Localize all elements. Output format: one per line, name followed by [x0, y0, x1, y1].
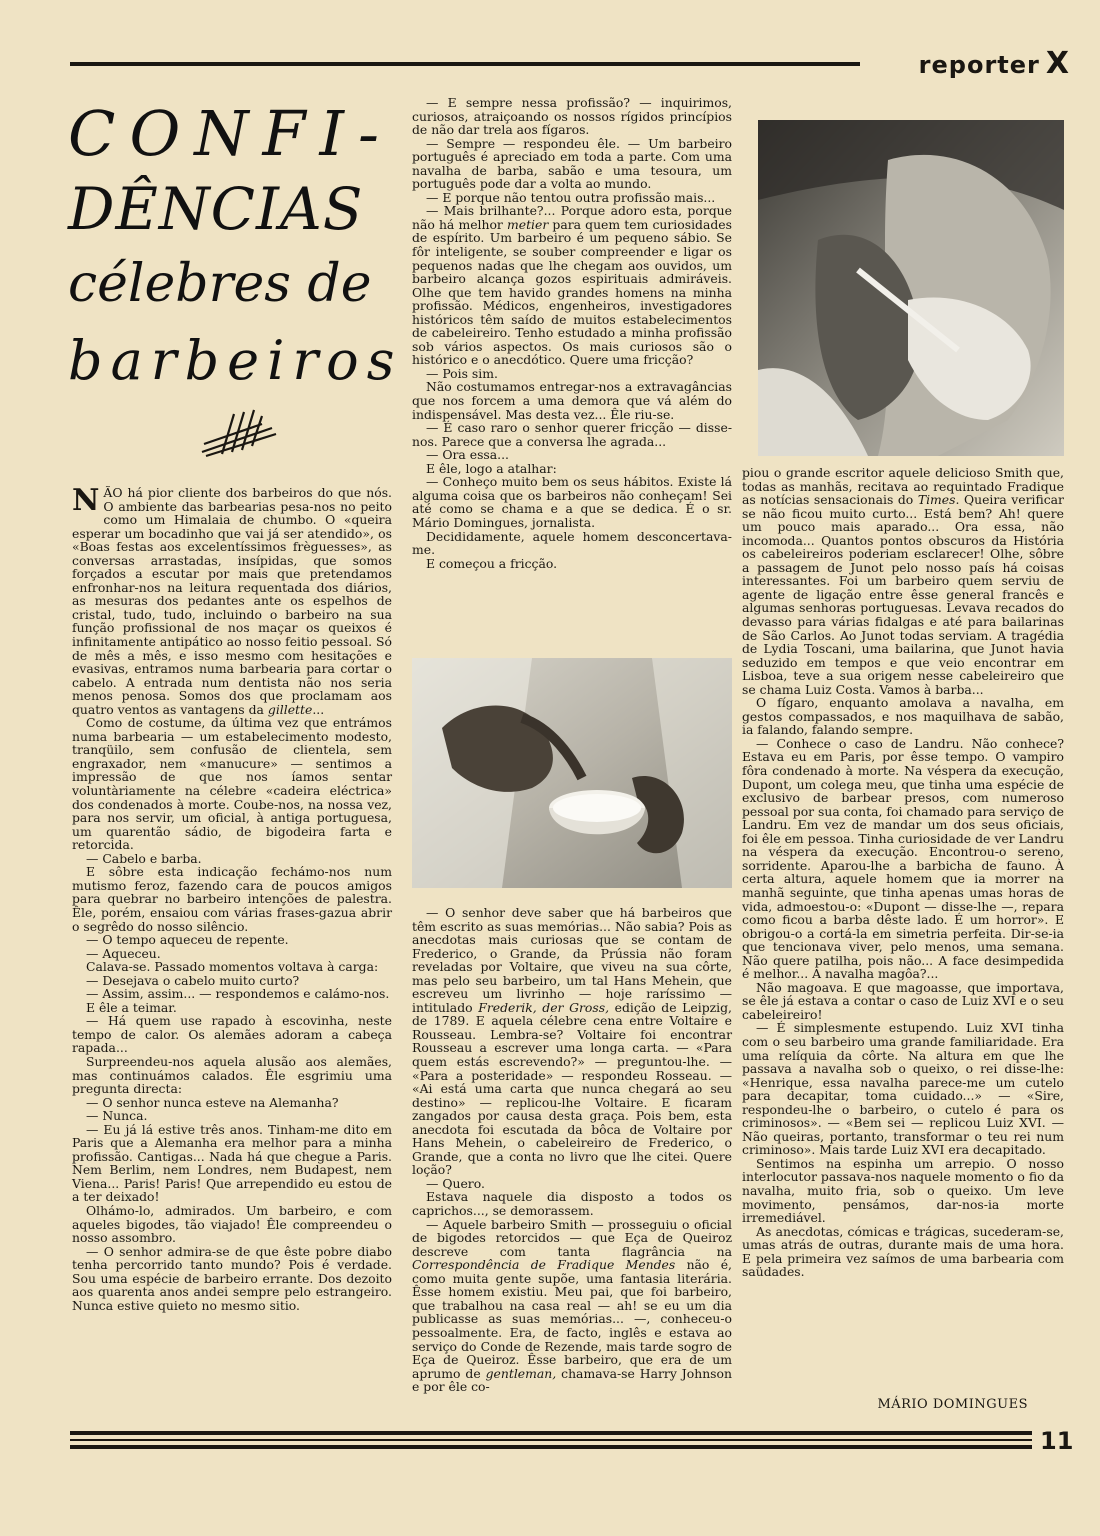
photo-shaving-face [758, 120, 1064, 456]
column-2-top [412, 96, 732, 570]
paragraph: Como de costume, da última vez que entrámos numa barbearia — um estabelecimento modesto, tranqüilo, sem confusão de clientela, sem engraxador, nem «manucure» — sentimos a impressão de que nos íamos sentar voluntàriamente na célebre «cadeira eléctrica» dos condenados à morte. Coube-nos, na nossa vez, para nos servir, um oficial, à antiga portuguesa, um quarentão sádio, de bigodeira farta e retorcida. [72, 715, 392, 853]
paragraph: — Aqueceu. [86, 945, 161, 961]
paragraph: — Assim, assim... — respondemos e calámo-nos. [86, 986, 390, 1002]
paragraph: — Conheço muito bem os seus hábitos. Existe lá alguma coisa que os barbeiros não conheçam! Sei até como se chama e a que se dedica. É o sr. Mário Domingues, jornalista. [412, 474, 732, 530]
paragraph: — O tempo aqueceu de repente. [86, 932, 289, 948]
paragraph: — Pois sim. [426, 365, 498, 381]
magazine-brand [870, 46, 1070, 81]
paragraph: — Desejava o cabelo muito curto? [86, 972, 300, 988]
paragraph: — Nunca. [86, 1108, 148, 1124]
paragraph: — O senhor nunca esteve na Alemanha? [86, 1094, 339, 1110]
paragraph: E sôbre esta indicação fechámo-nos num mutismo feroz, fazendo cara de poucos amigos para quebrar no barbeiro intenções de palestra. Êle, porém, ensaiou com várias frases-gazua abrir o segrêdo do nosso silêncio. [72, 864, 392, 934]
paragraph: E êle, logo a atalhar: [426, 460, 557, 476]
paragraph: — O senhor admira-se de que êste pobre diabo tenha percorrido tanto mundo? Pois é verdade. Sou uma espécie de barbeiro errante. Dos dezoito aos quarenta anos andei sempre pelo estrangeiro. Nunca estive quieto no mesmo sitio. [72, 1243, 392, 1313]
shaving-bowl-photo-icon [412, 658, 732, 888]
hatch-ornament-icon [200, 408, 280, 458]
paragraph: Surpreendeu-nos aquela alusão aos alemães, mas continuámos calados. Êle esgrimiu uma pregunta directa: [72, 1053, 392, 1097]
paragraph: Decididamente, aquele homem desconcertava-me. [412, 528, 732, 558]
author-signature: MÁRIO DOMINGUES [877, 1397, 1028, 1412]
paragraph: — Aquele barbeiro Smith — prosseguiu o oficial de bigodes retorcidos — que Eça de Queiroz descreve com tanta flagrância na Correspondência de Fradique Mendes não é, como muita gente supõe, uma fantasia literária. Êsse homem existiu. Meu pai, que foi barbeiro, que trabalhou na casa real — ah! se eu um dia publicasse as suas memórias... —, conheceu-o pessoalmente. Era, de facto, inglês e estava ao serviço do Conde de Rezende, mais tarde sogro de Eça de Queiroz. Êsse barbeiro, que era de um aprumo de gentleman, chamava-se Harry Johnson e por êle co- [412, 1216, 732, 1395]
column-2-bottom [412, 906, 732, 1394]
title-line-2: DÊNCIAS [68, 175, 364, 243]
paragraph: — Quero. [426, 1175, 485, 1191]
paragraph: Sentimos na espinha um arrepio. O nosso interlocutor passava-nos naquele momento o fio da navalha, muito fria, sob o queixo. Um leve movimento, pensámos, dar-nos-ia morte irremediável. [742, 1155, 1064, 1226]
paragraph: O fígaro, enquanto amolava a navalha, em gestos compassados, e nos maquilhava de sabão, ia falando, falando sempre. [742, 695, 1064, 738]
paragraph: — Conhece o caso de Landru. Não conhece? Estava eu em Paris, por êsse tempo. O vampiro fôra condenado à morte. Na véspera da execução, Dupont, um colega meu, que tinha uma espécie de exclusivo de barbear presos, com numeroso pessoal por sua conta, foi chamado para serviço de Landru. Em vez de mandar um dos seus oficiais, foi êle em pessoa. Tinha curiosidade de ver Landru na véspera da execução. Encontrou-o sereno, sorridente. Aparou-lhe a barbicha de fauno. À certa altura, aquele homem que ia morrer na manhã seguinte, que tinha apenas umas horas de vida, admoestou-o: «Dupont — disse-lhe —, repara como ficou a barba dêste lado. É um horror». E obrigou-o a cortá-la em simetria perfeita. Dir-se-ia que tencionava viver, pelo menos, uma semana. Não quere patilha, pois não... A face desimpedida é melhor... A navalha magôa?... [742, 735, 1064, 982]
paragraph: — Cabelo e barba. [86, 850, 202, 866]
paragraph: — Mais brilhante?... Porque adoro esta, porque não há melhor metier para quem tem curiosidades de espírito. Um barbeiro é um pequeno sábio. Se fôr inteligente, se souber compreender e ligar os pequenos nadas que lhe chegam aos ouvidos, um barbeiro alcança gozos espirituais admiráveis. Olhe que tem havido grandes homens na minha profissão. Médicos, engenheiros, investigadores históricos têm saído de muitos estabelecimentos de cabeleireiro. Tenho estudado a minha profissão sob vários aspectos. Os mais curiosos são o histórico e o anecdótico. Quere uma fricção? [412, 203, 732, 368]
paragraph: — É caso raro o senhor querer fricção — disse-nos. Parece que a conversa lhe agrada... [412, 420, 732, 449]
paragraph: piou o grande escritor aquele delicioso Smith que, todas as manhãs, recitava ao requintado Fradique as notícias sensacionais do Times. Queira verificar se não ficou muito curto... Está bem? Ah! quere um pouco mais aparado... Ora essa, não incomoda... Quantos pontos obscuros da História os cabeleireiros poderiam esclarecer! Olhe, sôbre a passagem de Junot pelo nosso país há coisas interessantes. Foi um barbeiro quem serviu de agente de ligação entre êsse general francês e algumas senhoras portuguesas. Levava recados do devasso para várias fidalgas e até para bailarinas de São Carlos. Ao Junot todas serviam. A tragédia de Lydia Toscani, uma bailarina, que Junot havia seduzido em tempos e que veio encontrar em Lisboa, teve a sua origem nesse cabeleireiro que se chama Luiz Costa. Vamos à barba... [742, 465, 1064, 697]
page-number: 11 [1040, 1427, 1074, 1455]
brand-name: reporter [918, 51, 1040, 79]
article-title [68, 96, 403, 400]
paragraph: — O senhor deve saber que há barbeiros que têm escrito as suas memórias... Não sabia? Pois as anecdotas mais curiosas que se contam de Frederico, o Grande, da Prússia não foram reveladas por Voltaire, que viveu na sua côrte, mas pelo seu barbeiro, um tal Hans Mehein, que escreveu um livrinho — hoje raríssimo — intitulado Frederik, der Gross, edição de Leipzig, de 1789. E aquela célebre cena entre Voltaire e Rousseau. Lembra-se? Voltaire foi encontrar Rousseau a escrever uma longa carta. — «Para quem estás escrevendo?» — preguntou-lhe. — «Para a posteridade» — respondeu Rosseau. — «Ai está uma carta que nunca chegará ao seu destino» — replicou-lhe Voltaire. E ficaram zangados por causa desta graça. Pois bem, esta anecdota foi escutada da bôca de Voltaire por Hans Mehein, o cabeleireiro de Frederico, o Grande, que a conta no livro que lhe citei. Quere loção? [412, 905, 732, 1178]
shaving-face-photo-icon [758, 120, 1064, 456]
paragraph: — E sempre nessa profissão? — inquirimos, curiosos, atraiçoando os nossos rígidos princípios de não dar trela aos fígaros. [412, 95, 732, 138]
paragraph: — Eu já lá estive três anos. Tinham-me dito em Paris que a Alemanha era melhor para a minha profissão. Cantigas... Nada há que chegue a Paris. Nem Berlim, nem Londres, nem Budapest, nem Viena... Paris! Paris! Que arrependido eu estou de a ter deixado! [72, 1121, 392, 1205]
paragraph: E êle a teimar. [86, 999, 177, 1015]
paragraph: Não magoava. E que magoasse, que importava, se êle já estava a contar o caso de Luiz XVI e o seu cabeleireiro! [742, 979, 1064, 1022]
title-line-1: CONFI- [68, 97, 393, 170]
paragraph: E começou a fricção. [426, 555, 558, 571]
drop-cap: N [72, 483, 100, 518]
header-rule [70, 62, 860, 66]
column-1 [72, 483, 392, 1313]
paragraph: — Sempre — respondeu êle. — Um barbeiro português é apreciado em toda a parte. Com uma navalha de barba, sabão e uma tesoura, um português pode dar a volta ao mundo. [412, 135, 732, 192]
title-line-4: barbeiros [68, 329, 403, 392]
column-3 [742, 466, 1064, 1279]
paragraph: NÃO há pior cliente dos barbeiros do que nós. O ambiente das barbearias pesa-nos no peito como um Himalaia de chumbo. O «queira esperar um bocadinho que vai já ser atendido», os «Boas festas aos excelentíssimos frèguesses», as conversas arrastadas, insípidas, que somos forçados a escutar por mais que pretendamos enfronhar-nos na leitura requentada dos diários, as mesuras dos pedantes ante os espelhos de cristal, tudo, tudo, incluindo o barbeiro na sua função profissional de nos maçar os queixos é infinitamente antipático ao nosso feitio pessoal. Só de mês a mês, e isso mesmo com hesitações e evasivas, entramos numa barbearia para cortar o cabelo. A entrada num dentista não nos seria menos penosa. Somos dos que proclamam aos quatro ventos as vantagens da gillette... [72, 483, 392, 717]
paragraph: Não costumamos entregar-nos a extravagâncias que nos forcem a uma demora que vá além do indispensável. Mas desta vez... Êle riu-se. [412, 379, 732, 422]
paragraph: Olhámo-lo, admirados. Um barbeiro, e com aqueles bigodes, tão viajado! Êle compreendeu o nosso assombro. [72, 1202, 392, 1246]
paragraph: — Há quem use rapado à escovinha, neste tempo de calor. Os alemães adoram a cabeça rapada... [72, 1013, 392, 1056]
paragraph: Calava-se. Passado momentos voltava à carga: [86, 959, 379, 975]
photo-shaving-bowl [412, 658, 732, 888]
title-line-3: célebres de [68, 254, 372, 314]
footer-rule [70, 1439, 1032, 1441]
paragraph: — Ora essa... [426, 447, 509, 463]
paragraph: — É simplesmente estupendo. Luiz XVI tinha com o seu barbeiro uma grande familiaridade. Era uma relíquia da côrte. Na altura em que lhe passava a navalha sob o queixo, o rei disse-lhe: «Henrique, essa navalha parece-me um cutelo para decapitar, toma cuidado...» — «Sire, respondeu-lhe o barbeiro, o cutelo é para os criminosos». — «Bem sei — replicou Luiz XVI. — Não queiras, portanto, transformar o teu rei num criminoso». Mais tarde Luiz XVI era decapitado. [742, 1020, 1064, 1158]
paragraph: Estava naquele dia disposto a todos os caprichos..., se demorassem. [412, 1189, 732, 1219]
paragraph: As anecdotas, cómicas e trágicas, sucederam-se, umas atrás de outras, durante mais de uma hora. E pela primeira vez saímos de uma barbearia com saüdades. [742, 1223, 1064, 1280]
footer-rule [70, 1445, 1032, 1449]
brand-mark: X [1045, 46, 1070, 81]
paragraph: — E porque não tentou outra profissão mais... [426, 189, 716, 205]
footer-rule [70, 1431, 1032, 1435]
